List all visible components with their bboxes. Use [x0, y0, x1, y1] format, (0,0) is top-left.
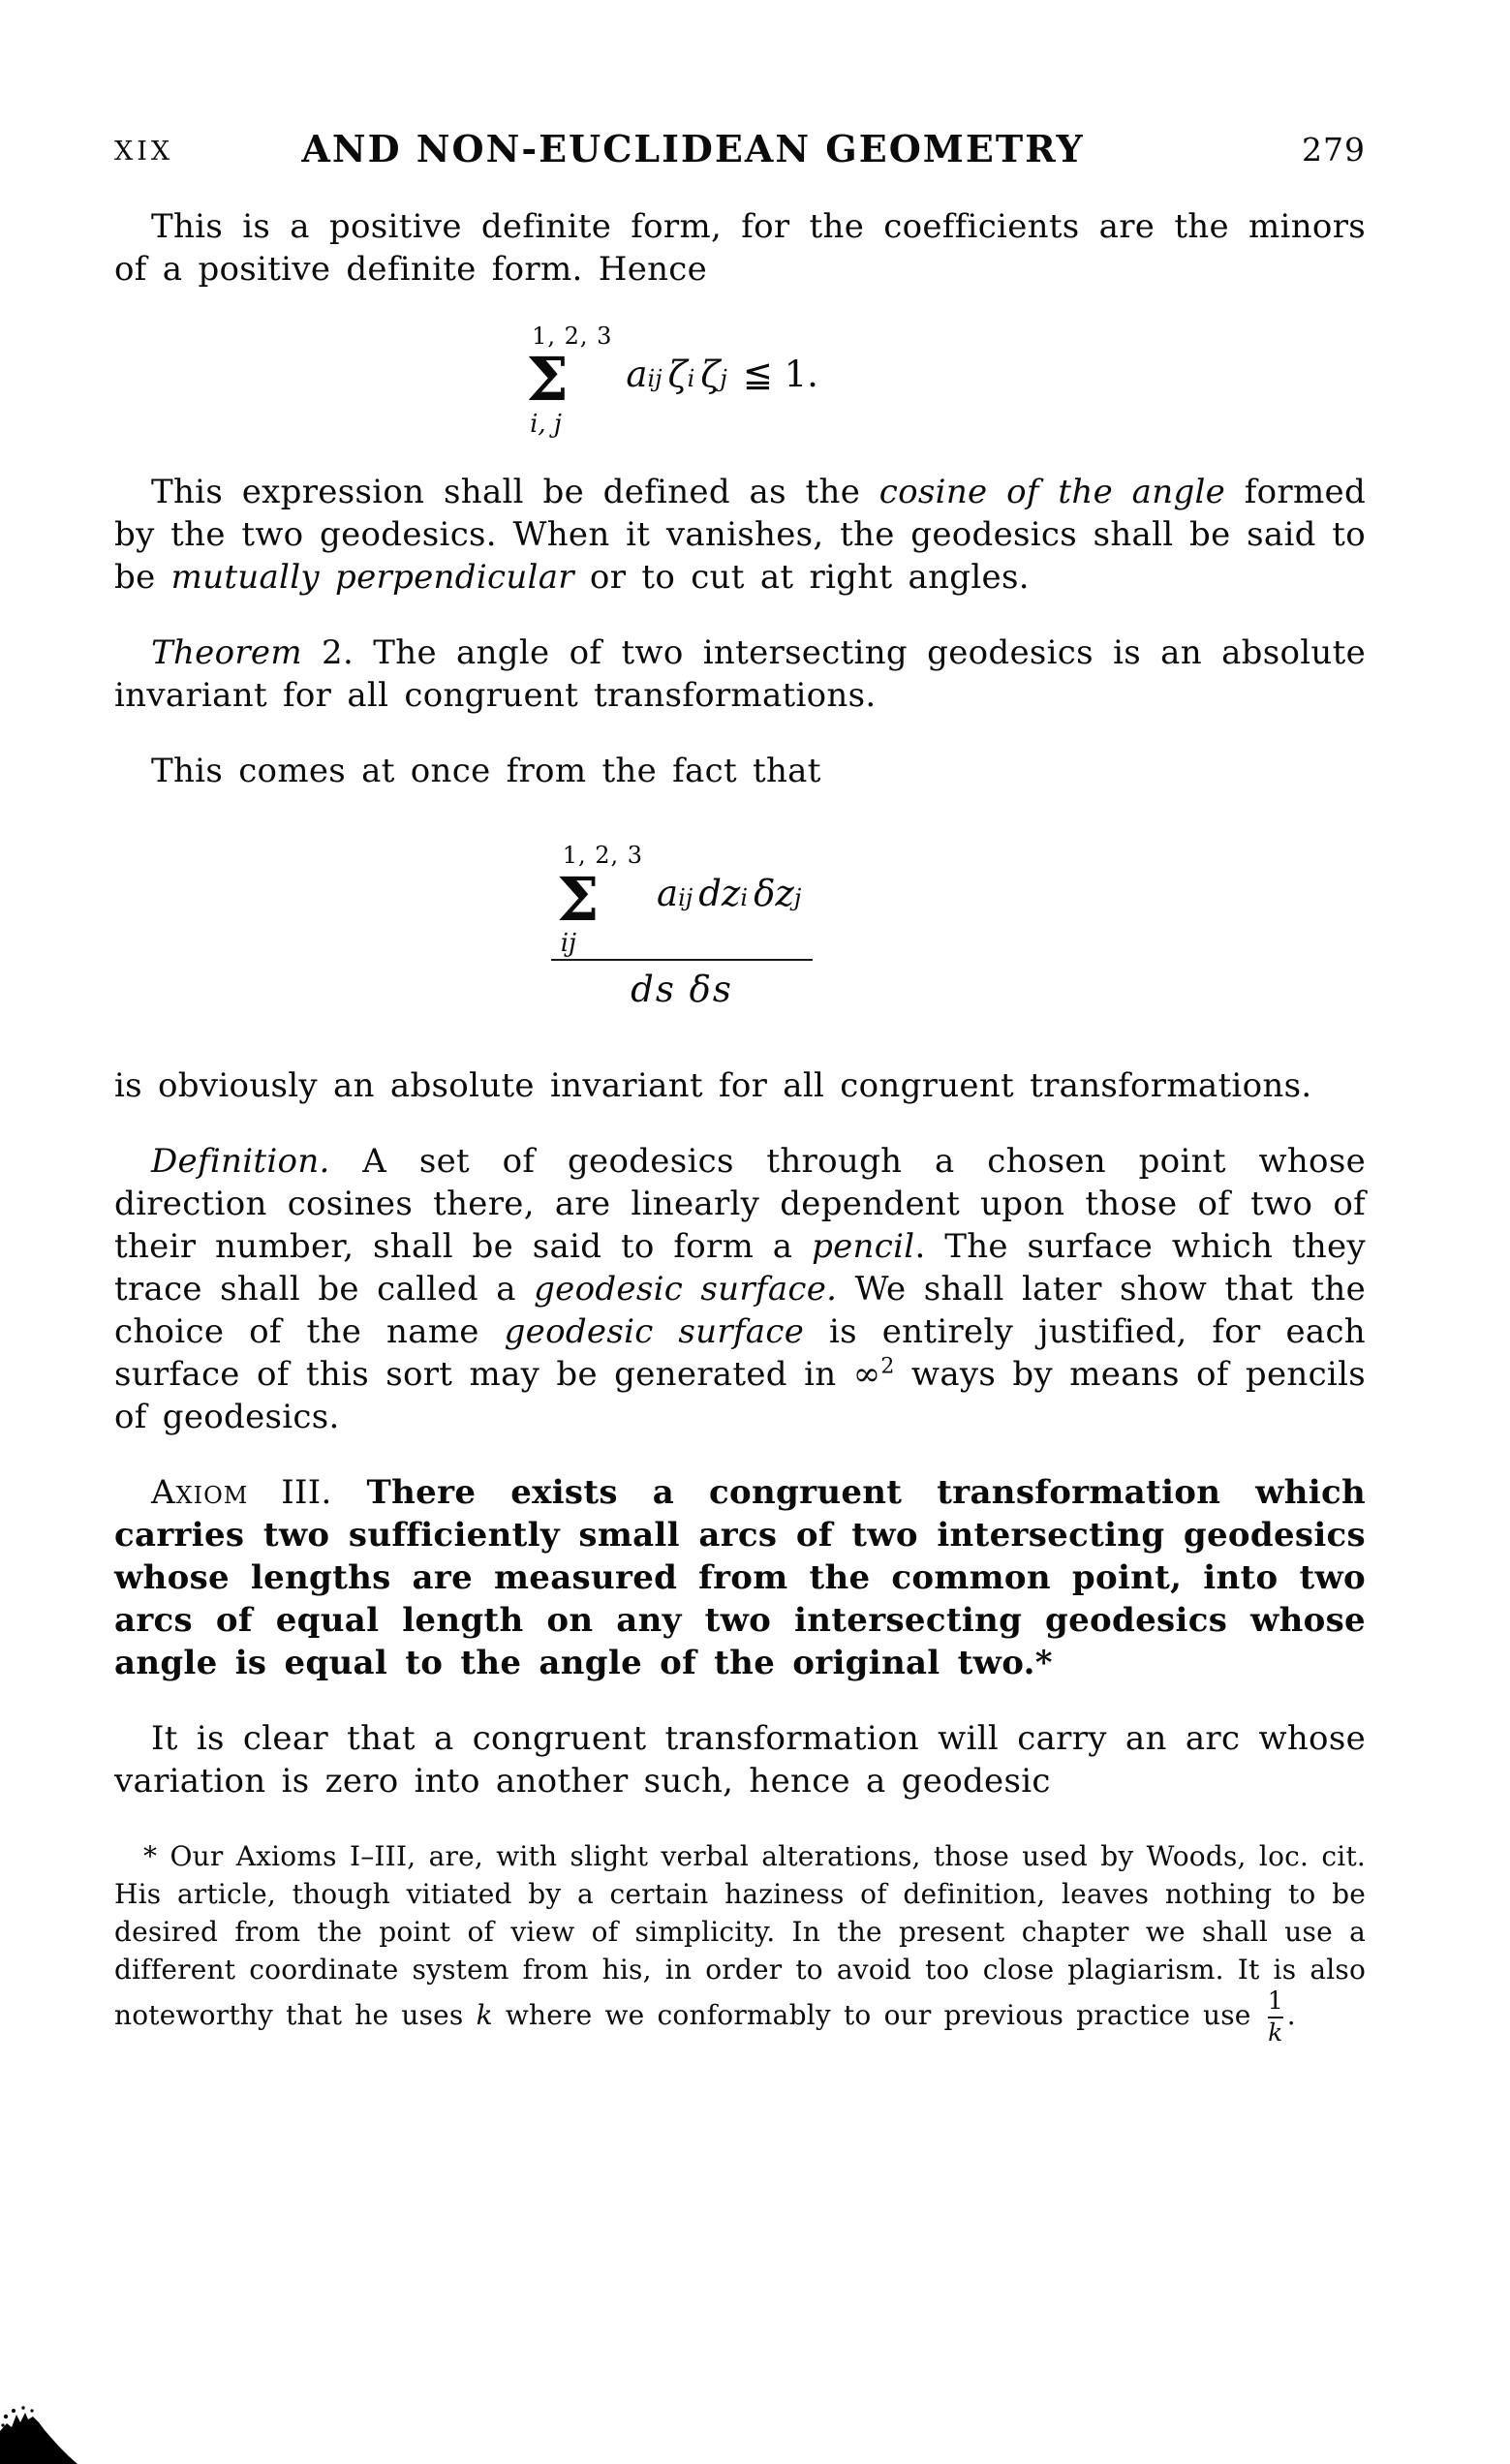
text-block [114, 122, 1366, 2073]
paragraph-text: This is a positive definite form, for the coefficients are the minors of a positive definite form. Hence [114, 207, 1366, 289]
sigma-glyph: Σ [526, 344, 569, 416]
display-formula-invariant [56, 825, 1308, 1032]
var-zeta-1: ζ [667, 353, 688, 395]
footnote [114, 1837, 1366, 2046]
italic-phrase: pencil [812, 1227, 915, 1267]
ink-blot [0, 2404, 89, 2464]
fraction-numerator [551, 843, 814, 959]
footnote-text: where we conformably to our previous practice use [492, 1999, 1264, 2032]
paragraph-text: . The surface which they trace shall be called a [114, 1227, 1366, 1309]
exponent: 2 [880, 1355, 895, 1380]
italic-phrase: geodesic surface [504, 1312, 805, 1352]
sum-lower-limits: i, j [530, 409, 562, 439]
var-a: a [657, 872, 679, 914]
paragraph-text: is entirely justified, for each surface of this sort may be generated in [114, 1312, 1366, 1395]
sigma-glyph: Σ [556, 863, 600, 935]
chapter-numeral: XIX [114, 137, 174, 167]
paragraph-text: 2. The angle of two intersecting geodesics is an absolute invariant for all congruent transformations. [114, 633, 1366, 716]
var-dz: dz [698, 872, 741, 914]
italic-phrase: cosine of the angle [878, 473, 1226, 512]
display-formula-cosine [46, 323, 1298, 438]
theorem-label: Theorem [151, 633, 302, 673]
page-number: 279 [1302, 131, 1366, 169]
paragraph-text: or to cut at right angles. [573, 558, 1030, 598]
paragraph-text: This expression shall be defined as the [151, 473, 879, 512]
paragraph-text: formed by the two geodesics. When it vanishes, the geodesics shall be said to be [114, 473, 1367, 598]
sum-upper-limits: 1, 2, 3 [532, 323, 613, 350]
infinity-symbol: ∞ [852, 1355, 881, 1395]
sum-upper-limits: 1, 2, 3 [562, 842, 644, 870]
fraction-numerator: 1 [1267, 1987, 1283, 2016]
var-k: k [476, 1999, 493, 2032]
paragraph-cosine-definition [114, 471, 1366, 599]
axiom-label: Axiom [151, 1473, 249, 1513]
paragraph-theorem-2 [114, 631, 1366, 717]
running-header [114, 122, 1366, 172]
paragraph-text: This comes at once from the fact that [151, 752, 821, 791]
formula-expression: a ij ζ i ζ j ≦ 1. [626, 353, 818, 395]
footnote-text: * Our Axioms I–III, are, with slight verbal alterations, those used by Woods, loc. cit. His article, though vitiated by a certain haziness of definition, leaves nothing to be desired from the point of view of simplicity. In the present chapter we shall use a different coordinate system from his, in order to avoid too close plagiarism. It is also noteworthy that he uses [114, 1840, 1366, 2032]
sum-lower-limits: ij [560, 928, 577, 958]
paragraph-closing [114, 1717, 1366, 1802]
var-zeta-2: ζ [700, 353, 721, 395]
paragraph-text: It is clear that a congruent transformation will carry an arc whose variation is zero into another such, hence a geodesic [114, 1719, 1366, 1802]
formula-expression: a ij dz i δz j [657, 872, 802, 914]
fraction [551, 843, 814, 1010]
definition-label: Definition. [151, 1142, 330, 1182]
paragraph-intro [114, 205, 1366, 291]
paragraph-lead-in [114, 750, 1366, 792]
running-title: AND NON-EUCLIDEAN GEOMETRY [301, 127, 1085, 170]
var-a: a [626, 353, 648, 395]
italic-phrase: mutually perpendicular [170, 558, 574, 598]
summation-symbol [557, 843, 643, 957]
paragraph-text: is obviously an absolute invariant for all congruent transformations. [114, 1066, 1312, 1106]
fraction-denominator: k [1268, 2017, 1283, 2047]
paragraph-text: ways by means of pencils of geodesics. [114, 1355, 1367, 1437]
paragraph-text: We shall later show that the choice of the name [114, 1270, 1367, 1352]
var-delta-z: δz [754, 872, 794, 914]
inline-fraction-one-over-k [1268, 1988, 1283, 2046]
paragraph-text: A set of geodesics through a chosen point whose direction cosines there, are linearly dependent upon those of two of their number, shall be said to form a [114, 1142, 1366, 1267]
paragraph-axiom-3 [114, 1471, 1366, 1684]
axiom-numeral: III. [248, 1473, 332, 1513]
fraction-denominator: ds δs [631, 969, 733, 1011]
paragraph-definition [114, 1140, 1366, 1438]
footnote-text: . [1286, 1999, 1296, 2032]
italic-phrase: geodesic surface. [534, 1270, 838, 1309]
paragraph-invariant [114, 1064, 1366, 1107]
summation-symbol [526, 323, 612, 438]
relation-leq-one: ≦ 1. [742, 353, 818, 395]
axiom-statement: There exists a congruent transformation which carries two sufficiently small arcs of two intersecting geodesics whose lengths are measured from the common point, into two arcs of equal length on any two intersecting geodesics whose angle is equal to the angle of the original two.* [114, 1473, 1366, 1683]
